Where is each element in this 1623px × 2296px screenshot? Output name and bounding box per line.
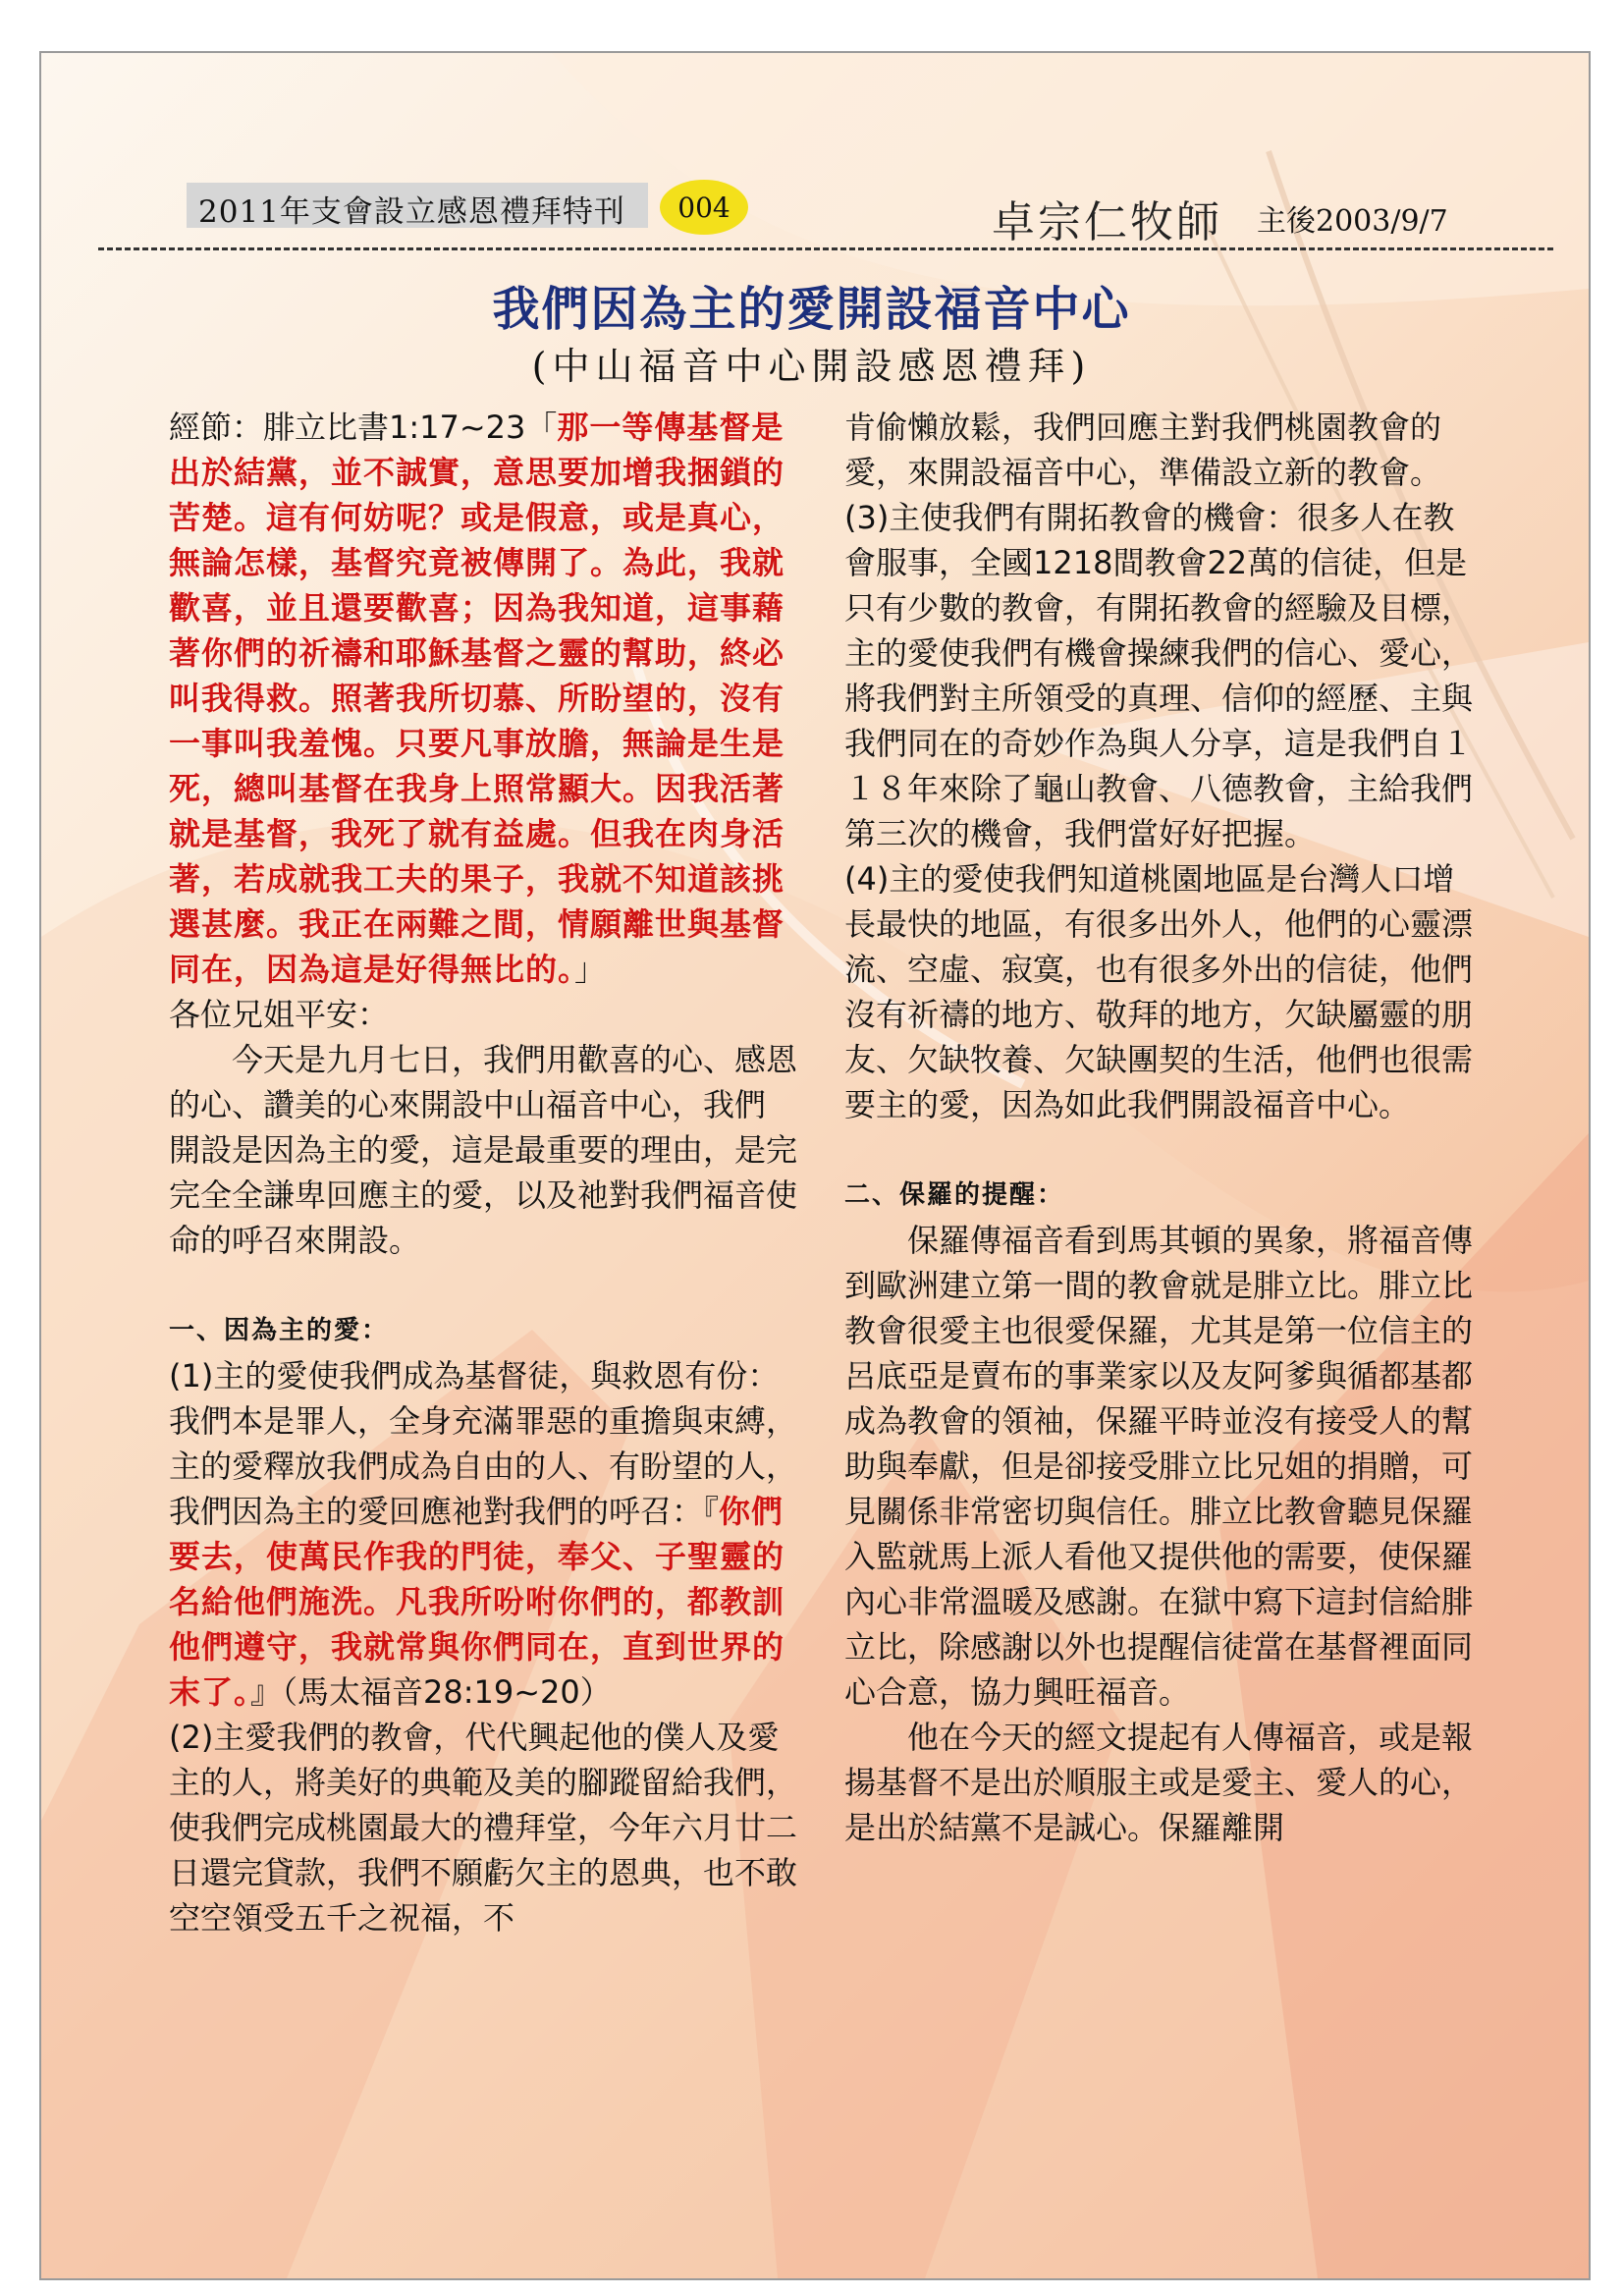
page-number-badge: 004 (660, 180, 748, 235)
header-divider (98, 247, 1553, 250)
article-subtitle: (中山福音中心開設感恩禮拜) (531, 345, 1092, 388)
paul-paragraph-1: 保羅傳福音看到馬其頓的異象，將福音傳到歐洲建立第一間的教會就是腓立比。腓立比教會很愛主也很愛保羅，尤其是第一位信主的呂底亞是賣布的事業家以及友阿爹與循都基都成為教會的領袖，保羅平時並沒有接受人的幫助與奉獻，但是卻接受腓立比兄姐的捐贈，可見關係非常密切與信任。腓立比教會聽見保羅入監就馬上派人看他又提供他的需要，使保羅內心非常溫暖及感謝。在獄中寫下這封信給腓立比，除感謝以外也提醒信徒當在基督裡面同心合意，協力興旺福音。 (844, 1222, 1474, 1711)
section-heading-2: 二、保羅的提醒： (844, 1180, 1065, 1210)
issue-title: 2011年支會設立感恩禮拜特刊 (198, 194, 625, 230)
point-2-continued: 肯偷懶放鬆，我們回應主對我們桃園教會的愛，來開設福音中心，準備設立新的教會。 (844, 409, 1442, 491)
scripture-close: 」 (574, 951, 607, 988)
intro-text: 今天是九月七日，我們用歡喜的心、感恩的心、讚美的心來開設 (169, 1041, 798, 1123)
point-1-citation: 』（馬太福音28:19~20） (250, 1673, 612, 1711)
point-3: (3)主使我們有開拓教會的機會：很多人在教會服事，全國1218間教會22萬的信徒，但是只有少數的教會，有開拓教會的經驗及目標，主的愛使我們有機會操練我們的信心、愛心，將我們對主所領受的真理、信仰的經歷、主與我們同在的奇妙作為與人分享，這是我們自１１８年來除了龜山教會、八德教會，主給我們第三次的機會，我們當好好把握。 (844, 499, 1474, 852)
point-4: (4)主的愛使我們知道桃園地區是台灣人口增長最快的地區，有很多出外人，他們的心靈漂流、空虛、寂寞，也有很多外出的信徒，他們沒有祈禱的地方、敬拜的地方，欠缺屬靈的朋友、欠缺牧養、欠缺團契的生活，他們也很需要主的愛，因為如此我們開設福音中心。 (844, 860, 1474, 1123)
paul-paragraph-2: 他在今天的經文提起有人傳福音，或是報揚基督不是出於順服主或是愛主、愛人的心，是出於結黨不是誠心。保羅離開 (844, 1719, 1474, 1846)
intro-paragraph (169, 1037, 797, 1263)
scripture-reference: 經節：腓立比書1:17~23「 (169, 409, 558, 446)
point-1-quote: 你們要去，使萬民作我的門徒，奉父、子聖靈的名給他們施洗。凡我所吩咐你們的，都教訓他們遵守，我就常與你們同在，直到世界的末了。 (169, 1493, 785, 1711)
intro-text-end: ，我們開設是因為主的愛，這是最重要的理由，是完完全全謙卑回應主的愛，以及祂對我們福音使命的呼召來開設。 (169, 1086, 798, 1259)
point-2: (2)主愛我們的教會，代代興起他的僕人及愛主的人，將美好的典範及美的腳蹤留給我們，使我們完成桃園最大的禮拜堂，今年六月廿二日還完貸款，我們不願虧欠主的恩典，也不敢空空領受五千之祝福，不 (169, 1719, 798, 1937)
author-name: 卓宗仁牧師 (992, 197, 1222, 247)
greeting: 各位兄姐平安： (169, 996, 390, 1033)
point-1 (169, 1353, 797, 1715)
section-heading-1: 一、因為主的愛： (169, 1316, 390, 1345)
left-column (169, 405, 797, 1941)
intro-center-name: 中山福音中心 (483, 1086, 673, 1123)
scripture-text: 那一等傳基督是出於結黨，並不誠實，意思要加增我捆鎖的苦楚。這有何妨呢？或是假意，或是真心，無論怎樣，基督究竟被傳開了。為此，我就歡喜，並且還要歡喜；因為我知道，這事藉著你們的祈禱和耶穌基督之靈的幫助，終必叫我得救。照著我所切慕、所盼望的，沒有一事叫我羞愧。只要凡事放膽，無論是生是死，總叫基督在我身上照常顯大。因我活著就是基督，我死了就有益處。但我在肉身活著，若成就我工夫的果子，我就不知道該挑選甚麼。我正在兩難之間，情願離世與基督同在，因為這是好得無比的。 (169, 409, 785, 988)
point-1-text: (1)主的愛使我們成為基督徒，與救恩有份：我們本是罪人，全身充滿罪惡的重擔與束縛，主的愛釋放我們成為自由的人、有盼望的人，我們因為主的愛回應祂對我們的呼召：『 (169, 1357, 798, 1530)
sermon-date: 主後2003/9/7 (1257, 204, 1448, 239)
article-title: 我們因為主的愛開設福音中心 (492, 282, 1131, 337)
scripture-passage (169, 405, 797, 992)
right-column (844, 405, 1473, 1850)
